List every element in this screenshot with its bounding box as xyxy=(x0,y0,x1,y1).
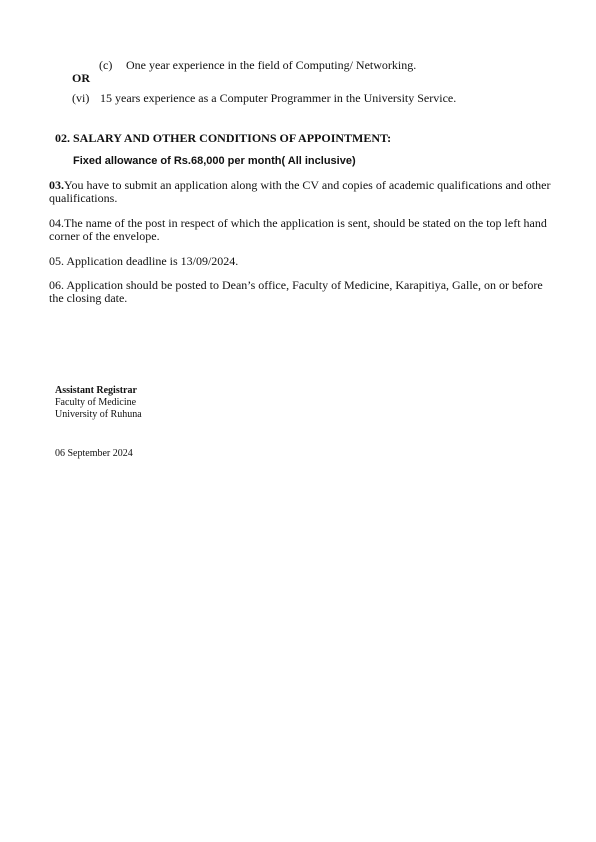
paragraph-06: 06. Application should be posted to Dean’s office, Faculty of Medicine, Karapitiya, Galle, on or before the closing date. xyxy=(49,278,543,305)
item-vi-label: (vi) xyxy=(72,91,90,105)
allowance-text: Fixed allowance of Rs.68,000 per month( All inclusive) xyxy=(73,155,356,167)
paragraph-04: 04.The name of the post in respect of which the application is sent, should be stated on the top left hand corner of the envelope. xyxy=(49,216,547,243)
item-c-label: (c) xyxy=(99,58,113,72)
section-02-heading: 02. SALARY AND OTHER CONDITIONS OF APPOINTMENT: xyxy=(55,131,392,145)
signature-university: University of Ruhuna xyxy=(55,409,142,420)
signature-title: Assistant Registrar xyxy=(55,385,137,396)
paragraph-05: 05. Application deadline is 13/09/2024. xyxy=(49,254,239,268)
item-vi-text: 15 years experience as a Computer Programmer in the University Service. xyxy=(100,91,457,105)
paragraph-03 xyxy=(49,179,557,205)
or-label: OR xyxy=(72,71,90,85)
paragraph-03-text: You have to submit an application along with the CV and copies of academic qualifications and other qualifications. xyxy=(49,178,551,205)
document-date: 06 September 2024 xyxy=(55,448,133,459)
item-c-text: One year experience in the field of Computing/ Networking. xyxy=(126,58,417,72)
paragraph-03-number: 03. xyxy=(49,178,64,192)
signature-faculty: Faculty of Medicine xyxy=(55,397,137,408)
